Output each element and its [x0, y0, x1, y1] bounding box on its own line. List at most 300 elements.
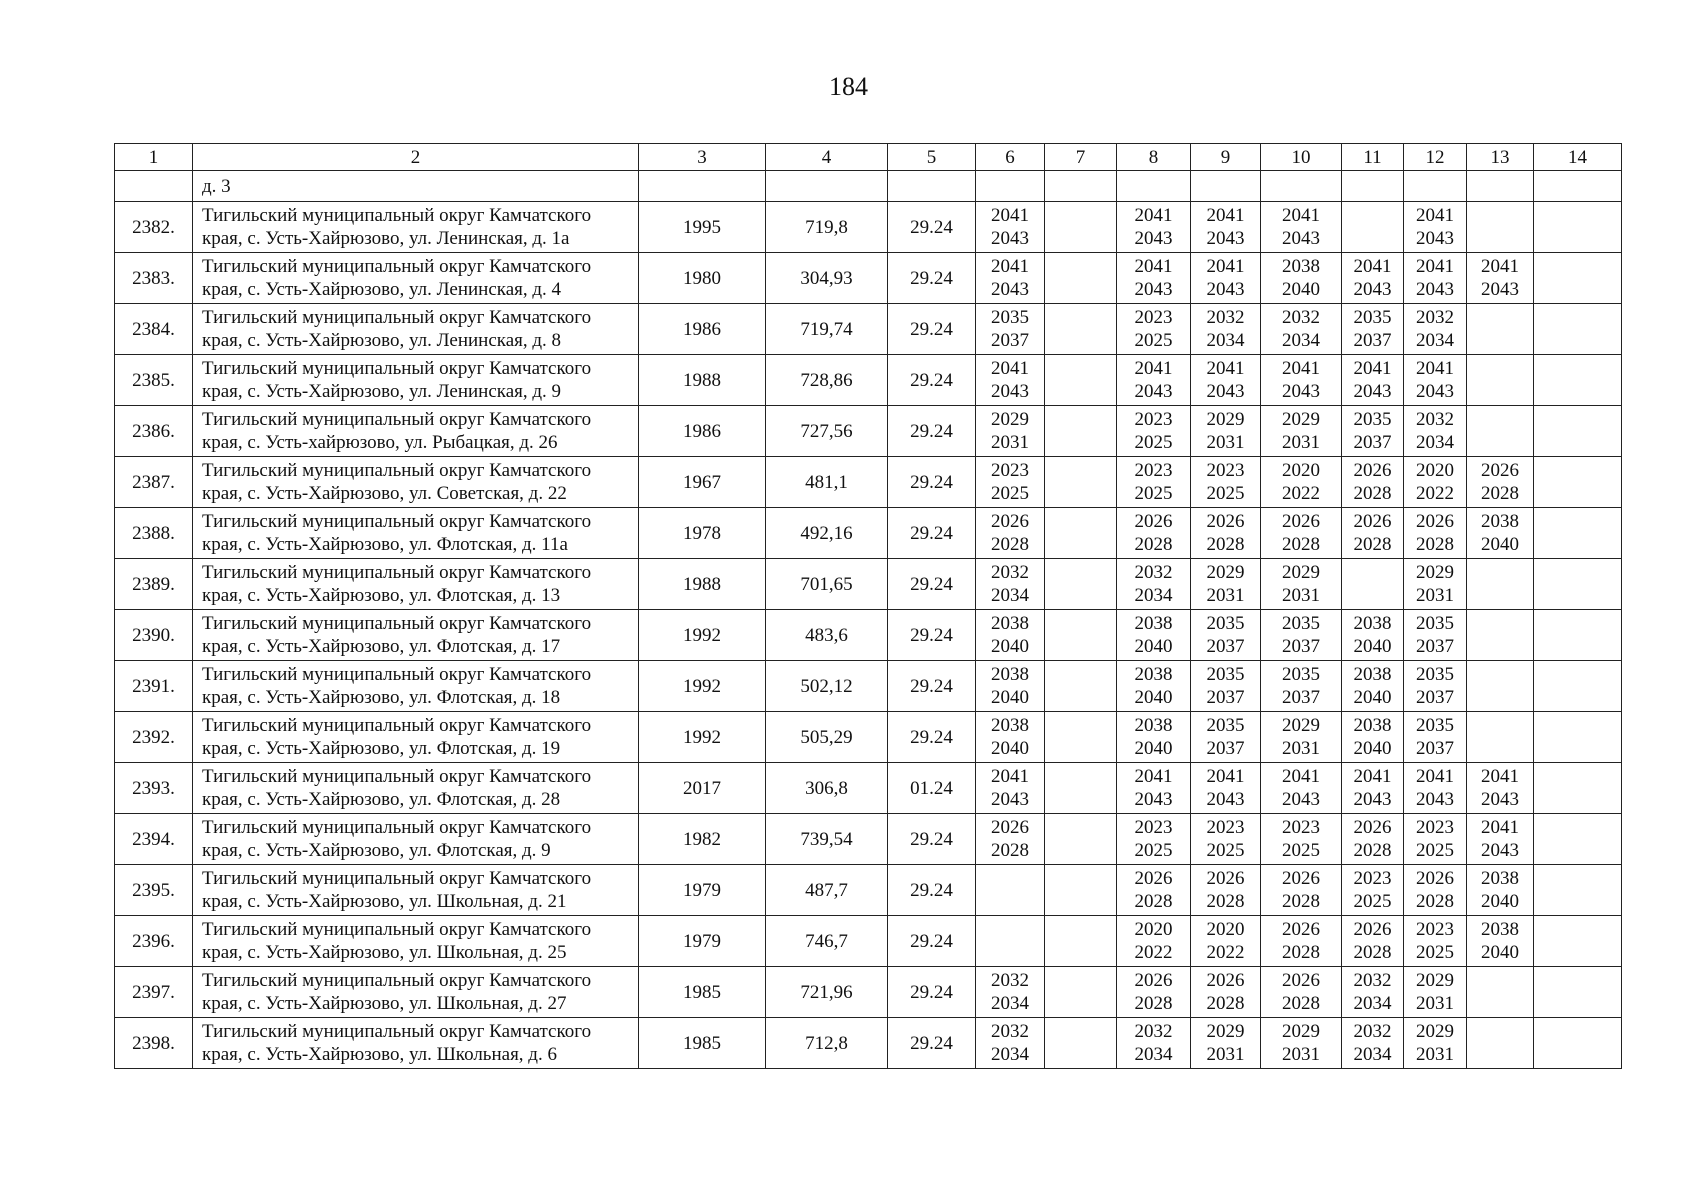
period-end-year: 2031: [1282, 1044, 1320, 1065]
period-cell-9: [1191, 559, 1261, 610]
period-end-year: 2028: [1134, 993, 1173, 1014]
period-start-year: 2041: [1353, 358, 1392, 379]
address-line-2: края, с. Усть-Хайрюзово, ул. Школьная, д. 21: [202, 891, 567, 912]
period-start-year: 2029: [1282, 715, 1320, 736]
period-end-year: 2034: [1353, 1044, 1392, 1065]
period-start-year: 2041: [1282, 766, 1320, 787]
period-cell-8: [1117, 610, 1191, 661]
period-start-year: 2032: [1134, 562, 1173, 583]
period-cell-9: [1191, 661, 1261, 712]
period-end-year: 2043: [1416, 228, 1454, 249]
period-cell-7: [1045, 865, 1117, 916]
period-start-year: 2035: [1206, 715, 1245, 736]
period-start-year: 2038: [991, 664, 1029, 685]
period-end-year: 2043: [1134, 789, 1173, 810]
address-cell: [193, 865, 639, 916]
period-cell-10: [1261, 763, 1342, 814]
period-end-year: 2028: [1416, 534, 1454, 555]
period-end-year: 2037: [1282, 687, 1320, 708]
row-number: 2390.: [115, 610, 193, 661]
period-start-year: 2041: [1481, 766, 1519, 787]
period-cell-6: [976, 406, 1045, 457]
address-line-1: Тигильский муниципальный округ Камчатского: [202, 460, 592, 481]
period-cell-13: [1467, 763, 1534, 814]
address-line-2: края, с. Усть-Хайрюзово, ул. Флотская, д. 13: [202, 585, 561, 606]
address-line-1: Тигильский муниципальный округ Камчатского: [202, 919, 592, 940]
row-number: 2389.: [115, 559, 193, 610]
period-cell-6: [976, 457, 1045, 508]
table-row: [115, 865, 1622, 916]
period-cell-10: [1261, 814, 1342, 865]
period-end-year: 2025: [991, 483, 1029, 504]
period-cell-13: [1467, 916, 1534, 967]
construction-year: 1986: [639, 304, 766, 355]
period-end-year: 2043: [1353, 279, 1392, 300]
period-start-year: 2041: [1206, 358, 1245, 379]
period-cell-13: [1467, 508, 1534, 559]
period-cell-8: [1117, 763, 1191, 814]
period-cell-9: [1191, 814, 1261, 865]
table-row: [115, 253, 1622, 304]
period-cell-9: [1191, 865, 1261, 916]
period-start-year: 2026: [1282, 511, 1320, 532]
period-cell-13: [1467, 661, 1534, 712]
area-value: 304,93: [766, 253, 888, 304]
period-cell-7: [1045, 406, 1117, 457]
period-end-year: 2043: [1353, 789, 1392, 810]
address-line-1: Тигильский муниципальный округ Камчатского: [202, 613, 592, 634]
period-cell-11: [1342, 661, 1404, 712]
period-cell-7: [1045, 304, 1117, 355]
period-end-year: 2031: [1282, 738, 1320, 759]
period-end-year: 2028: [1353, 942, 1392, 963]
period-cell-10: [1261, 508, 1342, 559]
period-start-year: 2026: [991, 511, 1029, 532]
table-row: [115, 610, 1622, 661]
period-cell-11: [1342, 508, 1404, 559]
address-line-1: Тигильский муниципальный округ Камчатского: [202, 409, 592, 430]
period-end-year: 2031: [1416, 1044, 1454, 1065]
period-end-year: 2025: [1416, 942, 1454, 963]
period-end-year: 2043: [1282, 228, 1320, 249]
period-cell-13: [1467, 967, 1534, 1018]
period-start-year: 2026: [1416, 868, 1454, 889]
period-start-year: 2038: [1481, 919, 1519, 940]
row-number: 2383.: [115, 253, 193, 304]
period-start-year: 2041: [1481, 256, 1519, 277]
period-start-year: 2041: [1416, 766, 1454, 787]
address-line-2: края, с. Усть-Хайрюзово, ул. Ленинская, д. 1а: [202, 228, 570, 249]
address-line-1: Тигильский муниципальный округ Камчатского: [202, 511, 592, 532]
address-line-1: Тигильский муниципальный округ Камчатского: [202, 664, 592, 685]
period-start-year: 2041: [1416, 205, 1454, 226]
construction-year: 1980: [639, 253, 766, 304]
period-cell-12: [1404, 355, 1467, 406]
address-line-2: края, с. Усть-Хайрюзово, ул. Флотская, д. 11а: [202, 534, 568, 555]
period-cell-7: [1045, 457, 1117, 508]
period-cell-7: [1045, 712, 1117, 763]
cell: [1045, 171, 1117, 202]
period-cell-6: [976, 355, 1045, 406]
period-start-year: 2035: [1282, 613, 1320, 634]
period-start-year: 2035: [1416, 715, 1454, 736]
period-cell-8: [1117, 508, 1191, 559]
period-cell-12: [1404, 865, 1467, 916]
period-start-year: 2041: [991, 766, 1029, 787]
period-cell-11: [1342, 1018, 1404, 1069]
column-header: 4: [766, 144, 888, 171]
period-cell-10: [1261, 610, 1342, 661]
period-start-year: 2023: [1353, 868, 1392, 889]
period-end-year: 2037: [1353, 330, 1392, 351]
address-cell: [193, 304, 639, 355]
period-cell-6: [976, 712, 1045, 763]
period-cell-9: [1191, 967, 1261, 1018]
period-cell-9: [1191, 253, 1261, 304]
period-start-year: 2032: [1416, 409, 1454, 430]
address-cell: [193, 610, 639, 661]
address-line-2: края, с. Усть-Хайрюзово, ул. Школьная, д. 25: [202, 942, 567, 963]
date-code: 29.24: [888, 202, 976, 253]
period-cell-8: [1117, 457, 1191, 508]
address-line-1: Тигильский муниципальный округ Камчатского: [202, 307, 592, 328]
construction-year: 1986: [639, 406, 766, 457]
period-end-year: 2022: [1416, 483, 1454, 504]
period-end-year: 2043: [1353, 381, 1392, 402]
period-end-year: 2043: [1416, 279, 1454, 300]
period-start-year: 2023: [1134, 307, 1173, 328]
area-value: 719,8: [766, 202, 888, 253]
period-start-year: 2038: [1353, 715, 1392, 736]
table-row: [115, 559, 1622, 610]
period-cell-12: [1404, 763, 1467, 814]
address-line-2: края, с. Усть-хайрюзово, ул. Рыбацкая, д. 26: [202, 432, 558, 453]
address-line-1: Тигильский муниципальный округ Камчатского: [202, 970, 592, 991]
cell: [1261, 171, 1342, 202]
period-start-year: 2029: [991, 409, 1029, 430]
period-cell-7: [1045, 1018, 1117, 1069]
period-end-year: 2028: [1282, 993, 1320, 1014]
period-end-year: 2040: [1353, 636, 1392, 657]
cell: [115, 171, 193, 202]
table-row: [115, 661, 1622, 712]
address-line-2: края, с. Усть-Хайрюзово, ул. Флотская, д. 18: [202, 687, 561, 708]
period-cell-8: [1117, 253, 1191, 304]
column-header: 14: [1534, 144, 1622, 171]
period-cell-11: [1342, 559, 1404, 610]
period-start-year: 2038: [1134, 715, 1173, 736]
period-end-year: 2034: [1206, 330, 1245, 351]
period-start-year: 2026: [1353, 511, 1392, 532]
period-cell-6: [976, 253, 1045, 304]
period-end-year: 2040: [1134, 636, 1173, 657]
period-cell-8: [1117, 406, 1191, 457]
period-start-year: 2029: [1206, 409, 1245, 430]
registry-table: [114, 143, 1622, 1069]
period-start-year: 2023: [991, 460, 1029, 481]
period-start-year: 2038: [1353, 613, 1392, 634]
period-cell-10: [1261, 202, 1342, 253]
address-line-2: края, с. Усть-Хайрюзово, ул. Ленинская, д. 8: [202, 330, 562, 351]
period-start-year: 2026: [1134, 511, 1173, 532]
period-cell-8: [1117, 304, 1191, 355]
row-number: 2385.: [115, 355, 193, 406]
cell: [1342, 171, 1404, 202]
period-cell-6: [976, 814, 1045, 865]
address-line-1: Тигильский муниципальный округ Камчатского: [202, 766, 592, 787]
period-cell-13: [1467, 457, 1534, 508]
column-header: 5: [888, 144, 976, 171]
address-cell: [193, 559, 639, 610]
period-end-year: 2028: [1206, 993, 1245, 1014]
construction-year: 1985: [639, 967, 766, 1018]
cell: [639, 171, 766, 202]
period-cell-13: [1467, 610, 1534, 661]
period-cell-9: [1191, 406, 1261, 457]
date-code: 29.24: [888, 661, 976, 712]
address-line-1: Тигильский муниципальный округ Камчатского: [202, 205, 592, 226]
period-end-year: 2034: [1134, 1044, 1173, 1065]
period-cell-7: [1045, 763, 1117, 814]
period-start-year: 2020: [1282, 460, 1320, 481]
period-start-year: 2026: [1353, 460, 1392, 481]
period-end-year: 2040: [1134, 738, 1173, 759]
row-number: 2396.: [115, 916, 193, 967]
date-code: 29.24: [888, 1018, 976, 1069]
period-cell-12: [1404, 406, 1467, 457]
period-cell-7: [1045, 661, 1117, 712]
period-start-year: 2038: [991, 715, 1029, 736]
period-start-year: 2026: [1481, 460, 1519, 481]
period-start-year: 2029: [1206, 1021, 1245, 1042]
period-cell-11: [1342, 865, 1404, 916]
construction-year: 1985: [639, 1018, 766, 1069]
address-cell: [193, 916, 639, 967]
date-code: 29.24: [888, 508, 976, 559]
period-end-year: 2034: [991, 1044, 1029, 1065]
date-code: 29.24: [888, 967, 976, 1018]
period-end-year: 2040: [1481, 534, 1519, 555]
date-code: 29.24: [888, 457, 976, 508]
area-value: 746,7: [766, 916, 888, 967]
period-cell-14: [1534, 253, 1622, 304]
period-cell-14: [1534, 355, 1622, 406]
period-end-year: 2043: [1416, 381, 1454, 402]
period-start-year: 2041: [1416, 358, 1454, 379]
period-cell-6: [976, 865, 1045, 916]
period-end-year: 2025: [1353, 891, 1392, 912]
period-cell-12: [1404, 916, 1467, 967]
period-cell-6: [976, 610, 1045, 661]
column-header: 8: [1117, 144, 1191, 171]
column-header: 12: [1404, 144, 1467, 171]
period-cell-12: [1404, 967, 1467, 1018]
period-cell-14: [1534, 1018, 1622, 1069]
table-row: [115, 763, 1622, 814]
period-cell-10: [1261, 304, 1342, 355]
period-start-year: 2035: [1353, 307, 1392, 328]
column-header: 7: [1045, 144, 1117, 171]
area-value: 502,12: [766, 661, 888, 712]
period-cell-13: [1467, 406, 1534, 457]
period-start-year: 2035: [1282, 664, 1320, 685]
period-end-year: 2025: [1282, 840, 1320, 861]
period-cell-8: [1117, 202, 1191, 253]
table-row: [115, 814, 1622, 865]
period-end-year: 2037: [1416, 687, 1454, 708]
period-end-year: 2028: [1134, 891, 1173, 912]
period-cell-14: [1534, 304, 1622, 355]
period-start-year: 2026: [1134, 970, 1173, 991]
address-line-2: края, с. Усть-Хайрюзово, ул. Флотская, д. 17: [202, 636, 561, 657]
period-cell-10: [1261, 916, 1342, 967]
period-cell-10: [1261, 661, 1342, 712]
area-value: 306,8: [766, 763, 888, 814]
table-row: [115, 508, 1622, 559]
period-start-year: 2023: [1134, 460, 1173, 481]
table-row: [115, 202, 1622, 253]
period-start-year: 2023: [1282, 817, 1320, 838]
column-header: 1: [115, 144, 193, 171]
area-value: 505,29: [766, 712, 888, 763]
cell: [766, 171, 888, 202]
period-cell-11: [1342, 202, 1404, 253]
period-end-year: 2034: [991, 585, 1029, 606]
period-cell-9: [1191, 304, 1261, 355]
area-value: 487,7: [766, 865, 888, 916]
period-start-year: 2029: [1206, 562, 1245, 583]
period-cell-11: [1342, 967, 1404, 1018]
period-cell-8: [1117, 355, 1191, 406]
period-end-year: 2040: [991, 738, 1029, 759]
period-end-year: 2040: [1353, 687, 1392, 708]
column-header: 6: [976, 144, 1045, 171]
cell: [888, 171, 976, 202]
area-value: 727,56: [766, 406, 888, 457]
period-start-year: 2041: [1282, 358, 1320, 379]
period-cell-14: [1534, 763, 1622, 814]
period-cell-13: [1467, 712, 1534, 763]
address-cell: [193, 763, 639, 814]
construction-year: 2017: [639, 763, 766, 814]
period-start-year: 2041: [1481, 817, 1519, 838]
period-start-year: 2023: [1416, 919, 1454, 940]
period-end-year: 2025: [1134, 432, 1173, 453]
period-end-year: 2043: [991, 279, 1029, 300]
period-cell-8: [1117, 814, 1191, 865]
period-start-year: 2041: [1282, 205, 1320, 226]
address-line-1: Тигильский муниципальный округ Камчатского: [202, 868, 592, 889]
construction-year: 1988: [639, 559, 766, 610]
continuation-address: д. 3: [193, 171, 639, 202]
period-start-year: 2026: [1353, 817, 1392, 838]
period-cell-11: [1342, 253, 1404, 304]
period-start-year: 2026: [1206, 511, 1245, 532]
address-line-2: края, с. Усть-Хайрюзово, ул. Флотская, д. 28: [202, 789, 561, 810]
period-end-year: 2022: [1206, 942, 1245, 963]
cell: [1191, 171, 1261, 202]
period-cell-11: [1342, 763, 1404, 814]
period-start-year: 2032: [1353, 970, 1392, 991]
period-cell-13: [1467, 355, 1534, 406]
period-end-year: 2037: [1206, 687, 1245, 708]
period-cell-6: [976, 304, 1045, 355]
period-end-year: 2034: [1134, 585, 1173, 606]
date-code: 29.24: [888, 304, 976, 355]
period-cell-7: [1045, 559, 1117, 610]
address-line-1: Тигильский муниципальный округ Камчатского: [202, 1021, 592, 1042]
period-end-year: 2043: [1481, 279, 1519, 300]
period-cell-14: [1534, 610, 1622, 661]
period-end-year: 2031: [991, 432, 1029, 453]
date-code: 29.24: [888, 712, 976, 763]
row-number: 2392.: [115, 712, 193, 763]
period-cell-10: [1261, 559, 1342, 610]
period-cell-11: [1342, 610, 1404, 661]
period-start-year: 2023: [1134, 817, 1173, 838]
period-end-year: 2028: [1282, 942, 1320, 963]
period-end-year: 2040: [1282, 279, 1320, 300]
construction-year: 1979: [639, 916, 766, 967]
period-end-year: 2028: [1416, 891, 1454, 912]
area-value: 721,96: [766, 967, 888, 1018]
period-start-year: 2032: [991, 562, 1029, 583]
period-end-year: 2025: [1134, 483, 1173, 504]
address-cell: [193, 712, 639, 763]
period-start-year: 2020: [1416, 460, 1454, 481]
period-end-year: 2040: [1134, 687, 1173, 708]
area-value: 492,16: [766, 508, 888, 559]
date-code: 29.24: [888, 406, 976, 457]
period-cell-14: [1534, 508, 1622, 559]
period-cell-12: [1404, 508, 1467, 559]
period-cell-9: [1191, 508, 1261, 559]
construction-year: 1995: [639, 202, 766, 253]
period-cell-12: [1404, 202, 1467, 253]
construction-year: 1978: [639, 508, 766, 559]
period-cell-11: [1342, 916, 1404, 967]
period-end-year: 2043: [1481, 789, 1519, 810]
period-cell-12: [1404, 610, 1467, 661]
period-cell-13: [1467, 865, 1534, 916]
period-start-year: 2041: [991, 205, 1029, 226]
period-cell-14: [1534, 916, 1622, 967]
period-start-year: 2041: [991, 358, 1029, 379]
address-cell: [193, 457, 639, 508]
period-end-year: 2031: [1282, 585, 1320, 606]
period-start-year: 2023: [1206, 817, 1245, 838]
construction-year: 1982: [639, 814, 766, 865]
address-line-2: края, с. Усть-Хайрюзово, ул. Ленинская, д. 4: [202, 279, 562, 300]
period-end-year: 2043: [1206, 381, 1245, 402]
date-code: 29.24: [888, 865, 976, 916]
period-cell-8: [1117, 967, 1191, 1018]
period-cell-12: [1404, 661, 1467, 712]
period-end-year: 2040: [1481, 891, 1519, 912]
period-start-year: 2029: [1282, 1021, 1320, 1042]
period-cell-9: [1191, 1018, 1261, 1069]
period-start-year: 2023: [1416, 817, 1454, 838]
area-value: 739,54: [766, 814, 888, 865]
period-cell-11: [1342, 457, 1404, 508]
period-start-year: 2029: [1282, 409, 1320, 430]
period-end-year: 2034: [1353, 993, 1392, 1014]
period-start-year: 2038: [1282, 256, 1320, 277]
date-code: 29.24: [888, 355, 976, 406]
period-end-year: 2043: [1134, 228, 1173, 249]
period-end-year: 2037: [1416, 636, 1454, 657]
address-cell: [193, 202, 639, 253]
